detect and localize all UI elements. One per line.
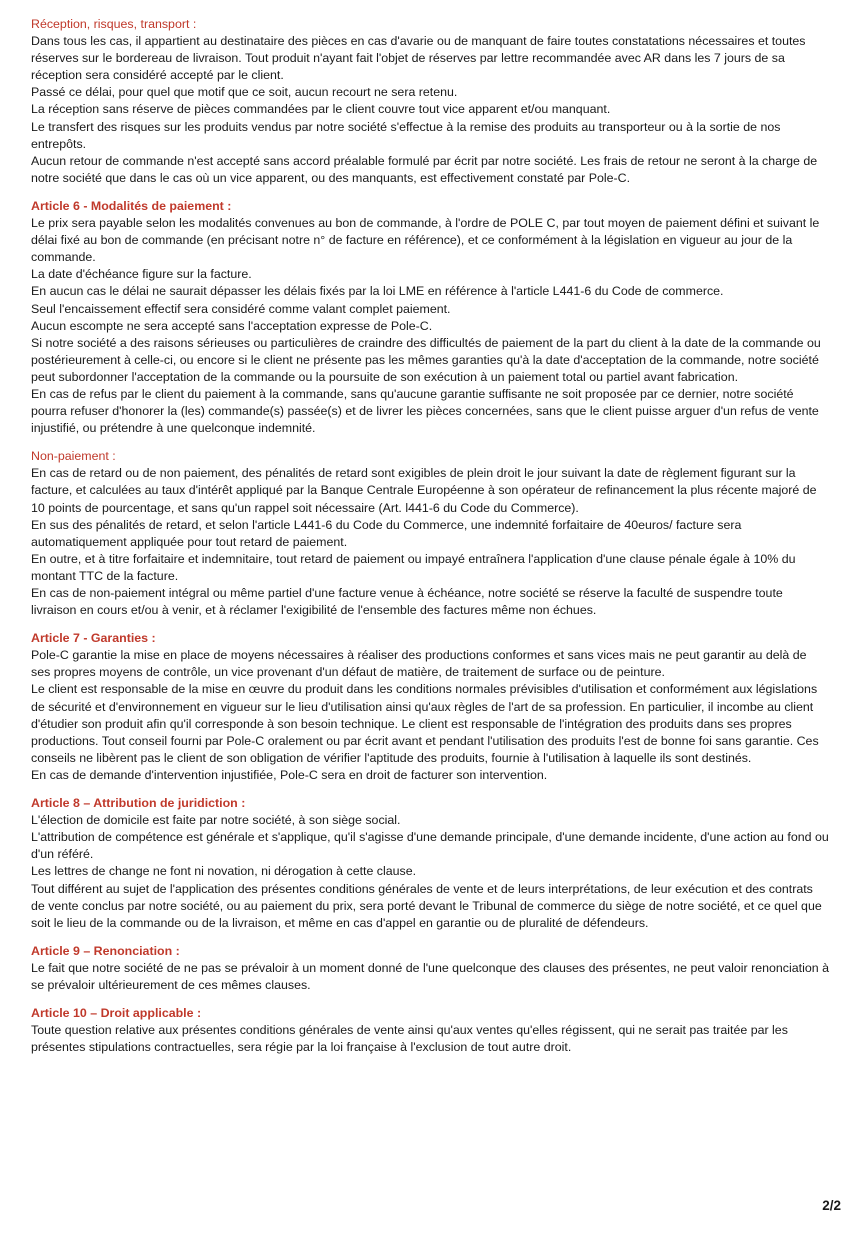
section-heading: Réception, risques, transport : xyxy=(31,17,197,31)
section xyxy=(31,1005,829,1056)
paragraph: Le transfert des risques sur les produits vendus par notre société s'effectue à la remise des produits au transporteur ou à la sortie de nos entrepôts. xyxy=(31,119,781,151)
paragraph: L'élection de domicile est faite par notre société, à son siège social. xyxy=(31,813,401,828)
section-heading: Non-paiement : xyxy=(31,449,116,464)
paragraph: Si notre société a des raisons sérieuses ou particulières de craindre des difficultés de paiement de la part du client à la date de la commande ou postérieurement à celle-ci, ou encore si le client ne présente pas les mêmes garanties qu'à la date d'acceptation de la commande, notre société peut subordonner l'acceptation de la commande ou la poursuite de son exécution à un paiement total ou partiel avant fabrication. xyxy=(31,335,821,384)
paragraph: Tout différent au sujet de l'application des présentes conditions générales de vente et de leurs interprétations, de leur exécution et des contrats de vente conclus par notre société, ou au paiement du prix, sera porté devant le Tribunal de commerce du siège de notre société, et ce quel que soit le lieu de la commande ou de la livraison, et même en cas d'appel en garantie ou de pluralité de défendeurs. xyxy=(31,881,822,930)
section-heading: Article 6 - Modalités de paiement : xyxy=(31,198,232,213)
section xyxy=(31,795,829,932)
paragraph: En sus des pénalités de retard, et selon l'article L441-6 du Code du Commerce, une indemnité forfaitaire de 40euros/ facture sera automatiquement appliquée pour tout retard de paiement. xyxy=(31,517,742,549)
page-number: 2/2 xyxy=(822,1198,841,1213)
paragraph: L'attribution de compétence est générale et s'applique, qu'il s'agisse d'une demande principale, d'une demande incidente, d'une action au fond ou d'un référé. xyxy=(31,830,829,862)
paragraph: Le client est responsable de la mise en œuvre du produit dans les conditions normales prévisibles d'utilisation et conformément aux législations de sécurité et d'environnement en vigueur sur le lieu d'utilisation ainsi qu'aux règles de l'art de sa profession. En particulier, il incombe au client d'étudier son produit afin qu'il corresponde à son besoin technique. Le client est responsable de l'intégration des produits dans ses propres productions. Tout conseil fourni par Pole-C oralement ou par écrit avant et pendant l'utilisation des produits l'est de bonne foi sans garantie. Ces conseils ne libèrent pas le client de son obligation de vérifier l'aptitude des produits, fournie à l'utilisation à laquelle ils sont destinés. xyxy=(31,682,819,765)
paragraph: En cas de refus par le client du paiement à la commande, sans qu'aucune garantie suffisante ne soit proposée par ce dernier, notre société pourra refuser d'honorer la (les) commande(s) passée(s) et de livrer les pièces concernées, sans que le client puisse arguer d'un refus de vente injustifié, ou prétendre à une quelconque indemnité. xyxy=(31,386,819,436)
paragraph: En cas de retard ou de non paiement, des pénalités de retard sont exigibles de plein droit le jour suivant la date de règlement figurant sur la facture, et calculées au taux d'intérêt appliqué par la Banque Centrale Européenne à son opérateur de refinancement la plus récente majoré de 10 points de pourcentage, et sans qu'un rappel soit nécessaire (Art. l441-6 du Code du Commerce). xyxy=(31,466,817,515)
section-heading: Article 10 – Droit applicable : xyxy=(31,1006,202,1021)
section-heading: Article 7 - Garanties : xyxy=(31,631,156,646)
paragraph: Le prix sera payable selon les modalités convenues au bon de commande, à l'ordre de POLE C, par tout moyen de paiement défini et suivant le délai fixé au bon de commande (en précisant notre n° de facture en référence), et ce conformément à la législation en vigueur au jour de la commande. xyxy=(31,216,820,265)
section xyxy=(31,16,829,187)
section xyxy=(31,943,829,994)
document-body xyxy=(31,16,829,1056)
paragraph: Toute question relative aux présentes conditions générales de vente ainsi qu'aux ventes qu'elles régissent, qui ne serait pas traitée par les présentes stipulations contractuelles, sera régie par la loi française à l'exclusion de tout autre droit. xyxy=(31,1023,788,1055)
paragraph: La réception sans réserve de pièces commandées par le client couvre tout vice apparent et/ou manquant. xyxy=(31,102,611,117)
paragraph: La date d'échéance figure sur la facture. xyxy=(31,267,252,282)
section-heading: Article 9 – Renonciation : xyxy=(31,943,180,958)
section xyxy=(31,198,829,437)
paragraph: Pole-C garantie la mise en place de moyens nécessaires à réaliser des productions conformes et sans vices mais ne peut garantir au delà de ses propres moyens de contrôle, un vice provenant d'un défaut de matière, de traitement de surface ou de peinture. xyxy=(31,648,807,680)
paragraph: Aucun retour de commande n'est accepté sans accord préalable formulé par écrit par notre société. Les frais de retour ne seront à la charge de notre société que dans le cas où un vice apparent, ou des manquants, est effectivement constaté par Pole-C. xyxy=(31,153,818,185)
paragraph: Les lettres de change ne font ni novation, ni dérogation à cette clause. xyxy=(31,864,417,879)
paragraph: En cas de non-paiement intégral ou même partiel d'une facture venue à échéance, notre société se réserve la faculté de suspendre toute livraison en cours et/ou à venir, et à réclamer l'exigibilité de l'ensemble des factures même non échues. xyxy=(31,586,783,618)
paragraph: Dans tous les cas, il appartient au destinataire des pièces en cas d'avarie ou de manquant de faire toutes constatations nécessaires et toutes réserves sur le bordereau de livraison. Tout produit n'ayant fait l'objet de réserves par lettre recommandée avec AR dans les 7 jours de sa réception sera considéré accepté par le client. xyxy=(31,34,806,83)
paragraph: En outre, et à titre forfaitaire et indemnitaire, tout retard de paiement ou impayé entraînera l'application d'une clause pénale égale à 10% du montant TTC de la facture. xyxy=(31,551,796,583)
paragraph: En cas de demande d'intervention injustifiée, Pole-C sera en droit de facturer son intervention. xyxy=(31,767,548,782)
section xyxy=(31,448,829,619)
paragraph: Le fait que notre société de ne pas se prévaloir à un moment donné de l'une quelconque des clauses des présentes, ne peut valoir renonciation à se prévaloir ultérieurement de ces mêmes clauses. xyxy=(31,960,829,992)
paragraph: Passé ce délai, pour quel que motif que ce soit, aucun recourt ne sera retenu. xyxy=(31,85,458,100)
section-heading: Article 8 – Attribution de juridiction : xyxy=(31,796,246,811)
paragraph: Seul l'encaissement effectif sera considéré comme valant complet paiement. xyxy=(31,301,451,316)
paragraph: En aucun cas le délai ne saurait dépasser les délais fixés par la loi LME en référence à l'article L441-6 du Code de commerce. xyxy=(31,284,724,299)
section xyxy=(31,630,829,784)
paragraph: Aucun escompte ne sera accepté sans l'acceptation expresse de Pole-C. xyxy=(31,318,433,333)
